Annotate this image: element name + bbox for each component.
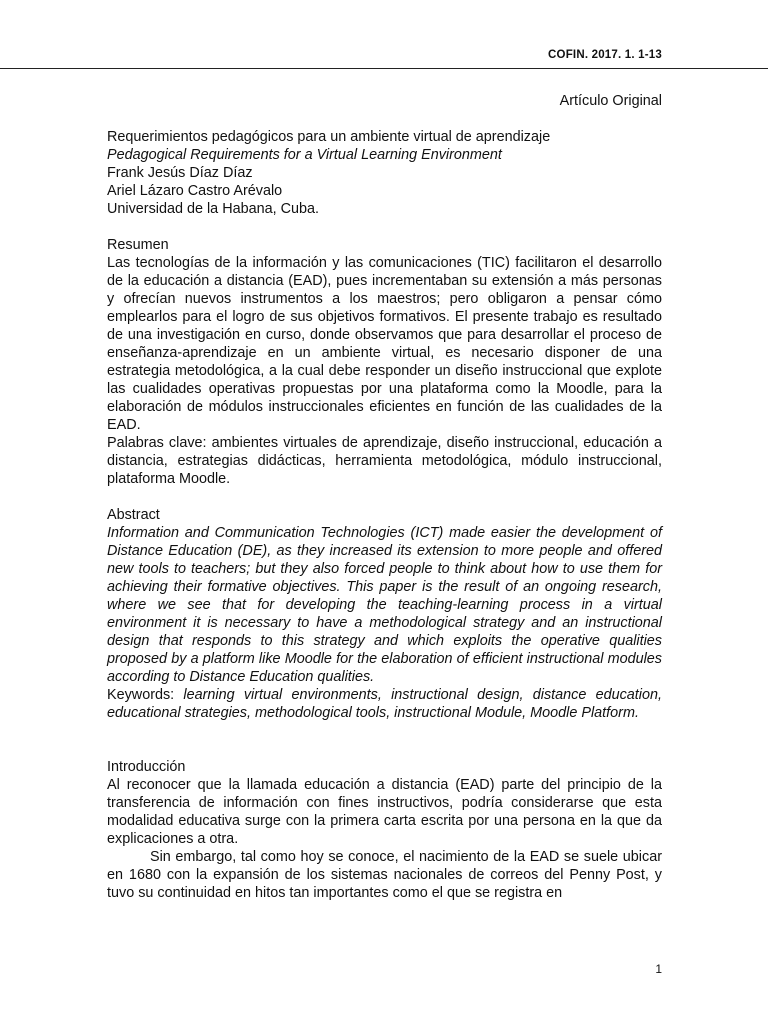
- article-body: [107, 92, 662, 902]
- title-spanish: Requerimientos pedagógicos para un ambiente virtual de aprendizaje: [107, 129, 551, 145]
- author-2: Ariel Lázaro Castro Arévalo: [107, 183, 283, 199]
- resumen-text: Las tecnologías de la información y las comunicaciones (TIC) facilitaron el desarrollo de la educación a distancia (EAD), pues incrementaban su extensión a más personas y ofrecían nuevos instrumentos a los maestros; pero obligaron a pensar cómo emplearlos para el logro de sus objetivos formativos. El presente trabajo es resultado de una investigación en curso, donde observamos que para desarrollar el proceso de enseñanza-aprendizaje en un ambiente virtual, es necesario disponer de una estrategia metodológica, a la cual debe responder un diseño instruccional que explote las cualidades operativas propuestas por una plataforma como la Moodle, para la elaboración de módulos instruccionales eficientes en función de las cualidades de la EAD.: [107, 255, 662, 433]
- affiliation: Universidad de la Habana, Cuba.: [107, 201, 319, 217]
- running-header: [0, 46, 768, 69]
- resumen-keywords: [107, 434, 662, 488]
- resumen-heading: Resumen: [107, 237, 169, 253]
- abstract-heading: Abstract: [107, 507, 160, 523]
- author-1: Frank Jesús Díaz Díaz: [107, 165, 253, 181]
- abstract-text: Information and Communication Technologies (ICT) made easier the development of Distance Education (DE), as they increased its extension to more people and offered new tools to teachers; but they also forced people to think about how to use them for achieving their formative objectives. This paper is the result of an ongoing research, where we see that for developing the teaching-learning process in a virtual environment it is necessary to have a methodological strategy and an instructional design that responds to this strategy and which exploits the operative qualities proposed by a platform like Moodle for the elaboration of efficient instructional modules according to Distance Education qualities.: [107, 525, 662, 685]
- introduccion-paragraph-2: Sin embargo, tal como hoy se conoce, el nacimiento de la EAD se suele ubicar en 1680 con la expansión de los sistemas nacionales de correos del Penny Post, y tuvo su continuidad en hitos tan importantes como el que se registra en: [107, 849, 662, 901]
- introduccion-heading: Introducción: [107, 759, 186, 775]
- title-english: Pedagogical Requirements for a Virtual Learning Environment: [107, 147, 502, 163]
- resumen-keywords-label: Palabras clave:: [107, 435, 207, 451]
- page-number: 1: [655, 962, 662, 976]
- journal-reference: COFIN. 2017. 1. 1-13: [548, 49, 662, 61]
- resumen-keywords-list: ambientes virtuales de aprendizaje, diseño instruccional, educación a distancia, estrategias didácticas, herramienta metodológica, módulo instruccional, plataforma Moodle.: [107, 435, 662, 487]
- introduccion-paragraph-1: Al reconocer que la llamada educación a distancia (EAD) parte del principio de la transferencia de información con fines instructivos, podría considerarse que esta modalidad educativa surge con la primera carta escrita por una persona en la que da explicaciones a otra.: [107, 777, 662, 847]
- abstract-keywords-list: learning virtual environments, instructional design, distance education, educational strategies, methodological tools, instructional Module, Moodle Platform.: [107, 687, 662, 721]
- article-type: Artículo Original: [559, 93, 662, 109]
- abstract-keywords: [107, 686, 662, 722]
- abstract-keywords-label: Keywords:: [107, 687, 175, 703]
